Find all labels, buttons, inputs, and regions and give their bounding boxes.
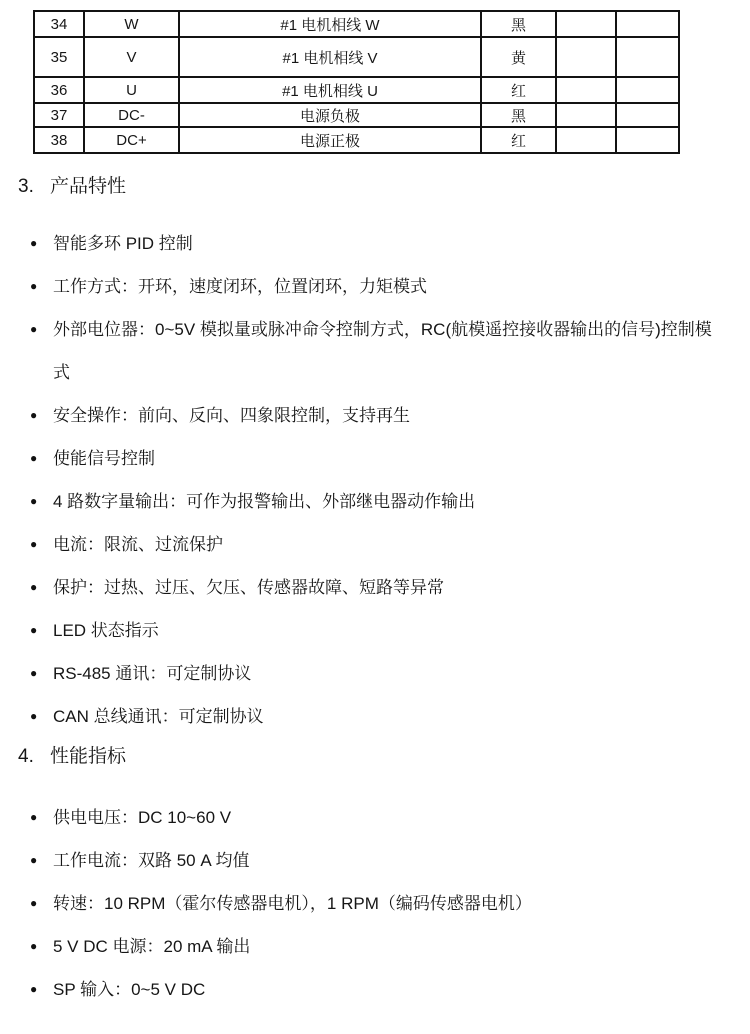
list-item-text: 工作电流：双路 50 A 均值 [53, 851, 250, 870]
pin-number: 37 [34, 103, 84, 127]
wiring-table [33, 10, 680, 154]
pin-label: U [84, 77, 179, 103]
section-number: 3. [18, 176, 34, 197]
list-item [30, 609, 724, 652]
bullet-icon: ● [30, 810, 38, 824]
empty-cell [556, 37, 616, 77]
list-item-text: RS-485 通讯：可定制协议 [53, 664, 252, 683]
list-item [30, 652, 724, 695]
bullet-icon: ● [30, 279, 38, 293]
list-item-text: 保护：过热、过压、欠压、传感器故障、短路等异常 [53, 578, 444, 597]
list-item-text: SP 输入：0~5 V DC [53, 980, 206, 999]
section-title: 性能指标 [50, 746, 127, 767]
section-heading-product-features [18, 174, 750, 200]
section-heading-performance-specs [18, 744, 750, 770]
list-item-text: 转速：10 RPM（霍尔传感器电机），1 RPM（编码传感器电机） [53, 894, 532, 913]
empty-cell [616, 37, 679, 77]
empty-cell [556, 77, 616, 103]
list-item-text: 4 路数字量输出：可作为报警输出、外部继电器动作输出 [53, 492, 476, 511]
list-item [30, 882, 724, 925]
bullet-icon: ● [30, 853, 38, 867]
list-item-text: 使能信号控制 [53, 449, 155, 468]
empty-cell [616, 11, 679, 37]
pin-label: DC- [84, 103, 179, 127]
list-item-text: 供电电压：DC 10~60 V [53, 808, 232, 827]
list-item [30, 695, 724, 738]
list-item [30, 437, 724, 480]
document-page [0, 10, 750, 1034]
bullet-icon: ● [30, 494, 38, 508]
bullet-icon: ● [30, 451, 38, 465]
list-item [30, 308, 724, 394]
wire-color: 红 [481, 77, 556, 103]
bullet-icon: ● [30, 939, 38, 953]
list-item [30, 265, 724, 308]
bullet-icon: ● [30, 623, 38, 637]
list-item-text: 外部电位器：0~5V 模拟量或脉冲命令控制方式，RC(航模遥控接收器输出的信号)控制模式 [53, 320, 712, 382]
pin-number: 34 [34, 11, 84, 37]
list-item-text: 智能多环 PID 控制 [53, 234, 193, 253]
list-item-text: 工作方式：开环，速度闭环，位置闭环，力矩模式 [53, 277, 427, 296]
pin-description: #1 电机相线 V [179, 37, 481, 77]
pin-label: DC+ [84, 127, 179, 153]
list-item [30, 480, 724, 523]
bullet-icon: ● [30, 236, 38, 250]
list-item-text: 安全操作：前向、反向、四象限控制，支持再生 [53, 406, 410, 425]
bullet-icon: ● [30, 537, 38, 551]
list-item [30, 968, 724, 1011]
list-item [30, 222, 724, 265]
list-item-text: LED 状态指示 [53, 621, 159, 640]
pin-label: W [84, 11, 179, 37]
list-item [30, 566, 724, 609]
list-item-text: 5 V DC 电源：20 mA 输出 [53, 937, 251, 956]
section-title: 产品特性 [50, 176, 127, 197]
table-row [34, 77, 679, 103]
bullet-icon: ● [30, 896, 38, 910]
list-item [30, 523, 724, 566]
empty-cell [616, 103, 679, 127]
list-item [30, 394, 724, 437]
empty-cell [556, 127, 616, 153]
bullet-icon: ● [30, 709, 38, 723]
pin-description: 电源负极 [179, 103, 481, 127]
table-row [34, 103, 679, 127]
pin-description: #1 电机相线 W [179, 11, 481, 37]
pin-label: V [84, 37, 179, 77]
product-features-list [30, 222, 724, 738]
table-row [34, 11, 679, 37]
table-row [34, 127, 679, 153]
pin-description: 电源正极 [179, 127, 481, 153]
wire-color: 黑 [481, 103, 556, 127]
wire-color: 黄 [481, 37, 556, 77]
section-number: 4. [18, 746, 34, 767]
pin-number: 35 [34, 37, 84, 77]
list-item [30, 796, 724, 839]
empty-cell [616, 77, 679, 103]
bullet-icon: ● [30, 580, 38, 594]
wire-color: 黑 [481, 11, 556, 37]
wire-color: 红 [481, 127, 556, 153]
bullet-icon: ● [30, 666, 38, 680]
table-row [34, 37, 679, 77]
list-item [30, 925, 724, 968]
performance-specs-list [30, 796, 724, 1011]
bullet-icon: ● [30, 982, 38, 996]
empty-cell [616, 127, 679, 153]
bullet-icon: ● [30, 408, 38, 422]
list-item [30, 839, 724, 882]
empty-cell [556, 11, 616, 37]
pin-description: #1 电机相线 U [179, 77, 481, 103]
bullet-icon: ● [30, 322, 38, 336]
pin-number: 36 [34, 77, 84, 103]
pin-number: 38 [34, 127, 84, 153]
list-item-text: CAN 总线通讯：可定制协议 [53, 707, 264, 726]
list-item-text: 电流：限流、过流保护 [53, 535, 223, 554]
empty-cell [556, 103, 616, 127]
